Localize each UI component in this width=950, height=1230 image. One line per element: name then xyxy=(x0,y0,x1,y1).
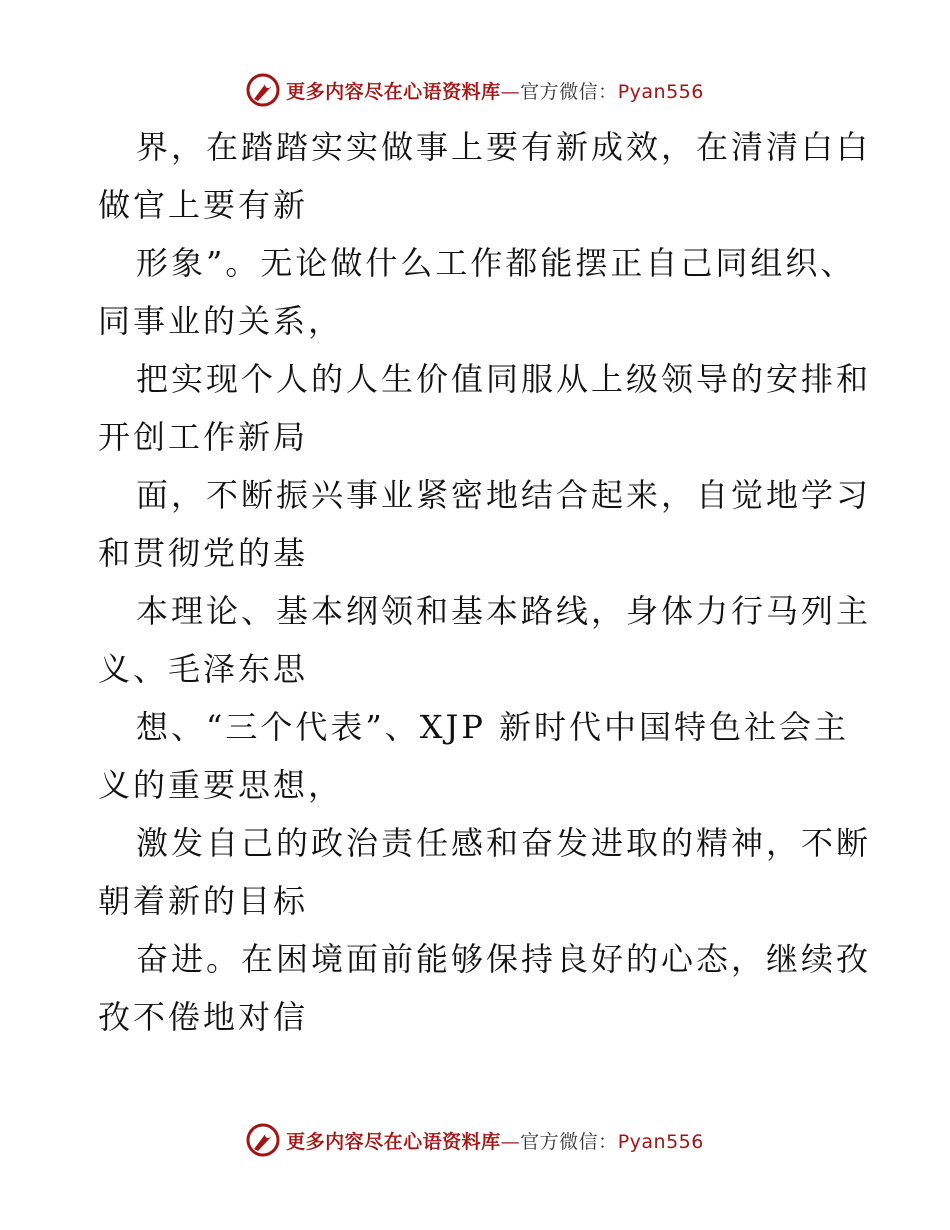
paragraph xyxy=(98,930,872,1046)
document-body xyxy=(98,118,872,1046)
paragraph xyxy=(98,234,858,350)
banner-site-name: 更多内容尽在心语资料库 xyxy=(286,80,501,103)
banner-site-name: 更多内容尽在心语资料库 xyxy=(286,1130,501,1153)
paragraph-line: 想、“三个代表”、XJP 新时代中国特色社会主 xyxy=(136,708,850,746)
paragraph-line: 本理论、基本纲领和基本路线，身体力行马列主 xyxy=(136,592,872,630)
paragraph-line: 和贯彻党的基 xyxy=(98,534,309,572)
footer-banner xyxy=(0,1120,950,1160)
header-banner xyxy=(0,70,950,110)
paragraph xyxy=(98,466,872,582)
pen-nib-logo-icon xyxy=(246,73,280,107)
paragraph xyxy=(98,814,872,930)
paragraph xyxy=(98,698,858,814)
banner-wechat-id: Pyan556 xyxy=(617,80,704,103)
paragraph xyxy=(98,582,872,698)
banner-dash: — xyxy=(500,1130,521,1153)
banner-wechat-label: 官方微信： xyxy=(520,1130,618,1153)
paragraph-line: 形象”。无论做什么工作都能摆正自己同组织、 xyxy=(136,244,856,282)
banner-text xyxy=(286,77,704,104)
paragraph-line: 义、毛泽东思 xyxy=(98,650,309,688)
banner-text xyxy=(286,1127,704,1154)
paragraph-line: 界，在踏踏实实做事上要有新成效，在清清白白 xyxy=(136,128,872,166)
paragraph-line: 义的重要思想， xyxy=(98,766,344,804)
paragraph xyxy=(98,118,872,234)
paragraph-line: 朝着新的目标 xyxy=(98,882,309,920)
pen-nib-logo-icon xyxy=(246,1123,280,1157)
paragraph-line: 开创工作新局 xyxy=(98,418,309,456)
paragraph-line: 同事业的关系， xyxy=(98,302,344,340)
paragraph-line: 孜不倦地对信 xyxy=(98,998,309,1036)
banner-wechat-id: Pyan556 xyxy=(617,1130,704,1153)
paragraph-line: 做官上要有新 xyxy=(98,186,309,224)
paragraph-line: 面，不断振兴事业紧密地结合起来，自觉地学习 xyxy=(136,476,872,514)
paragraph-line: 激发自己的政治责任感和奋发进取的精神，不断 xyxy=(136,824,872,862)
paragraph xyxy=(98,350,872,466)
banner-dash: — xyxy=(500,80,521,103)
paragraph-line: 把实现个人的人生价值同服从上级领导的安排和 xyxy=(136,360,872,398)
banner-wechat-label: 官方微信： xyxy=(520,80,618,103)
paragraph-line: 奋进。在困境面前能够保持良好的心态，继续孜 xyxy=(136,940,872,978)
